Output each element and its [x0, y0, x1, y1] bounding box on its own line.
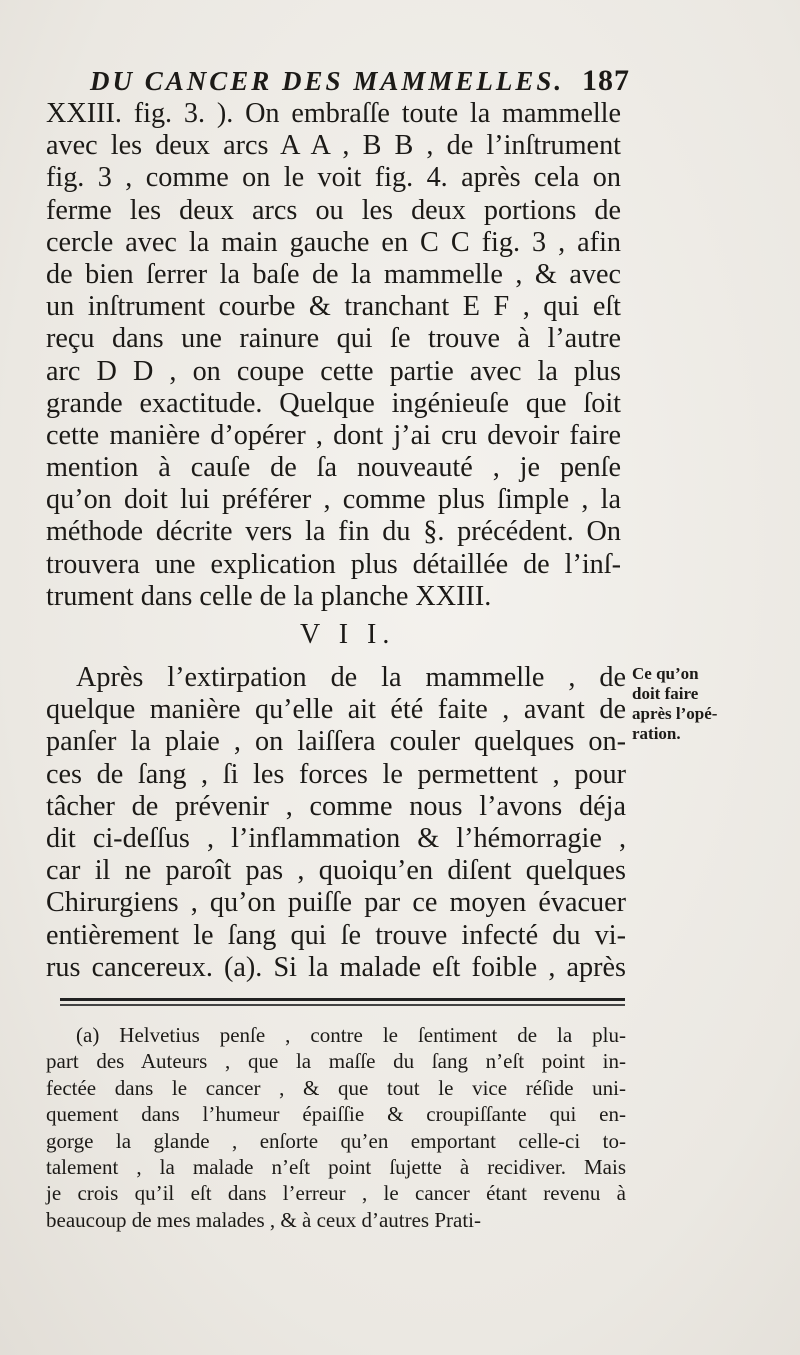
text-line: dit ci-deſſus , l’inflammation & l’hémorragie ,	[46, 822, 626, 854]
text-line: grande exactitude. Quelque ingénieuſe que ſoit	[46, 387, 621, 419]
footnote-line: fectée dans le cancer , & que tout le vice réſide uni-	[46, 1075, 626, 1100]
text-line: ferme les deux arcs ou les deux portions de	[46, 194, 621, 226]
footnote-block	[46, 1022, 626, 1233]
text-line: mention à cauſe de ſa nouveauté , je penſe	[46, 452, 621, 484]
footnote-rule	[60, 998, 625, 1001]
text-line: cercle avec la main gauche en C C fig. 3 , afin	[46, 226, 621, 258]
section-heading: V I I.	[300, 619, 396, 650]
text-line: cette manière d’opérer , dont j’ai cru devoir faire	[46, 419, 621, 451]
text-line: rus cancereux. (a). Si la malade eſt foible , après	[46, 951, 626, 983]
text-line: arc D D , on coupe cette partie avec la plus	[46, 355, 621, 387]
text-line: reçu dans une rainure qui ſe trouve à l’autre	[46, 323, 621, 355]
footnote-line: part des Auteurs , que la maſſe du ſang n’eſt point in-	[46, 1049, 626, 1074]
text-line: quelque manière qu’elle ait été faite , avant de	[46, 694, 626, 726]
page-number: 187	[582, 64, 630, 97]
text-line: trument dans celle de la planche XXIII.	[46, 580, 492, 612]
section-text-block	[46, 662, 626, 984]
footnote-line: beaucoup de mes malades , & à ceux d’autres Prati-	[46, 1207, 482, 1232]
text-line: ces de ſang , ſi les forces le permettent , pour	[46, 758, 626, 790]
margin-note	[632, 664, 752, 744]
margin-note-line: doit faire	[632, 684, 699, 703]
text-line: Chirurgiens , qu’on puiſſe par ce moyen évacuer	[46, 887, 626, 919]
text-line: tâcher de prévenir , comme nous l’avons déja	[46, 790, 626, 822]
text-line: méthode décrite vers la fin du §. précédent. On	[46, 516, 621, 548]
text-line: avec les deux arcs A A , B B , de l’inſtrument	[46, 130, 621, 162]
text-line: Après l’extirpation de la mammelle , de	[76, 662, 626, 693]
text-line: entièrement le ſang qui ſe trouve infecté du vi-	[46, 919, 626, 951]
footnote-line: (a) Helvetius penſe , contre le ſentiment de la plu-	[76, 1023, 626, 1047]
text-line: car il ne paroît pas , quoiqu’en diſent quelques	[46, 855, 626, 887]
text-line: de bien ſerrer la baſe de la mammelle , & avec	[46, 258, 621, 290]
footnote-rule-thin	[60, 1004, 625, 1006]
text-line: trouvera une explication plus détaillée de l’inſ-	[46, 548, 621, 580]
main-text-block	[46, 98, 621, 613]
text-line: panſer la plaie , on laiſſera couler quelques on-	[46, 726, 626, 758]
text-line: un inſtrument courbe & tranchant E F , qui eſt	[46, 291, 621, 323]
running-title: DU CANCER DES MAMMELLES.	[90, 66, 565, 96]
footnote-line: talement , la malade n’eſt point ſujette à recidiver. Mais	[46, 1154, 626, 1179]
margin-note-line: Ce qu’on	[632, 664, 699, 683]
text-line: fig. 3 , comme on le voit fig. 4. après cela on	[46, 162, 621, 194]
margin-note-line: ration.	[632, 724, 681, 743]
footnote-line: je crois qu’il eſt dans l’erreur , le cancer étant revenu à	[46, 1181, 626, 1206]
text-line: XXIII. fig. 3. ). On embraſſe toute la mammelle	[46, 98, 621, 129]
text-line: qu’on doit lui préférer , comme plus ſimple , la	[46, 484, 621, 516]
margin-note-line: après l’opé-	[632, 704, 718, 723]
footnote-line: gorge la glande , enſorte qu’en emportant celle-ci to-	[46, 1128, 626, 1153]
footnote-line: quement dans l’humeur épaiſſie & croupiſſante qui en-	[46, 1102, 626, 1127]
